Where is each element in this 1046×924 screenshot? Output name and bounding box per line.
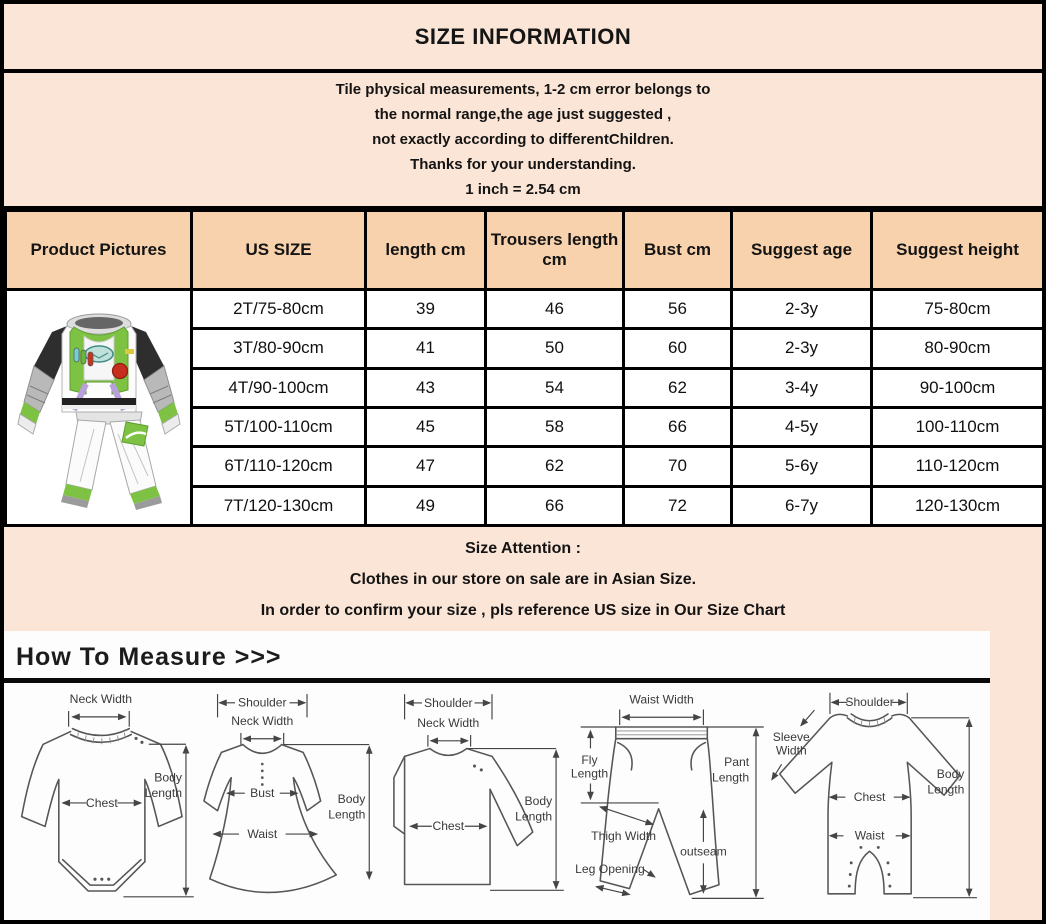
- attention-line: Clothes in our store on sale are in Asian Size.: [349, 570, 697, 588]
- note-line: Tile physical measurements, 1-2 cm error belongs to: [335, 81, 711, 98]
- bust-cell: 56: [624, 290, 732, 329]
- trousers-cell: 50: [486, 329, 624, 368]
- trousers-cell: 46: [486, 290, 624, 329]
- sleeve-width-label: Sleeve: [773, 730, 811, 745]
- body-length-label: Body: [524, 793, 553, 808]
- measure-title: How To Measure >>>: [16, 643, 282, 671]
- note-line: Thanks for your understanding.: [410, 156, 636, 173]
- table-row: [6, 290, 1044, 329]
- length-cell: 49: [366, 486, 486, 525]
- header-product-pictures: Product Pictures: [6, 211, 192, 290]
- measure-divider: [4, 678, 990, 683]
- header-length-cm: length cm: [366, 211, 486, 290]
- length-cell: 47: [366, 447, 486, 486]
- product-cell: [6, 290, 192, 526]
- length-cell: 41: [366, 329, 486, 368]
- age-cell: 6-7y: [732, 486, 872, 525]
- body-length-label: Length: [144, 786, 183, 801]
- neck-width-label: Neck Width: [230, 714, 293, 729]
- us-size-cell: 3T/80-90cm: [192, 329, 366, 368]
- body-length-label: Body: [337, 791, 365, 806]
- age-cell: 5-6y: [732, 447, 872, 486]
- sleeve-width-label: Width: [776, 743, 808, 758]
- measure-diagram-romper: [770, 687, 988, 915]
- waist-label: Waist: [246, 826, 277, 841]
- bust-cell: 62: [624, 368, 732, 407]
- product-image: [14, 294, 184, 516]
- length-cell: 45: [366, 407, 486, 446]
- chest-label: Chest: [85, 795, 118, 810]
- title-section: [4, 4, 1042, 73]
- body-length-label: Length: [515, 809, 553, 824]
- attention-line: In order to confirm your size , pls reference US size in Our Size Chart: [260, 601, 786, 619]
- diagram-row: [4, 685, 990, 917]
- fly-length-label: Length: [570, 766, 608, 781]
- attention-section: [4, 527, 1042, 631]
- shoulder-label: Shoulder: [845, 695, 895, 710]
- height-cell: 110-120cm: [872, 447, 1044, 486]
- height-cell: 75-80cm: [872, 290, 1044, 329]
- neck-width-label: Neck Width: [69, 692, 133, 707]
- table-header-row: [6, 211, 1044, 290]
- header-suggest-height: Suggest height: [872, 211, 1044, 290]
- measure-diagram-pants: [571, 687, 771, 915]
- height-cell: 80-90cm: [872, 329, 1044, 368]
- body-length-label: Length: [927, 782, 965, 797]
- body-length-label: Body: [154, 770, 183, 785]
- chest-label: Chest: [854, 790, 886, 804]
- measure-diagram-bodysuit: [6, 687, 202, 915]
- bust-cell: 60: [624, 329, 732, 368]
- outseam-label: outseam: [679, 844, 727, 859]
- bust-cell: 66: [624, 407, 732, 446]
- trousers-cell: 58: [486, 407, 624, 446]
- height-cell: 90-100cm: [872, 368, 1044, 407]
- shoulder-label: Shoulder: [424, 695, 473, 710]
- us-size-cell: 5T/100-110cm: [192, 407, 366, 446]
- waist-label: Waist: [855, 828, 885, 843]
- length-cell: 39: [366, 290, 486, 329]
- thigh-width-label: Thigh Width: [591, 828, 656, 843]
- waist-width-label: Waist Width: [629, 692, 694, 707]
- age-cell: 2-3y: [732, 329, 872, 368]
- size-table: [4, 209, 1045, 527]
- leg-opening-label: Leg Opening: [574, 862, 645, 877]
- header-suggest-age: Suggest age: [732, 211, 872, 290]
- us-size-cell: 6T/110-120cm: [192, 447, 366, 486]
- pant-length-label: Pant: [724, 754, 750, 769]
- measure-diagram-shirt: [391, 687, 571, 915]
- note-line: 1 inch = 2.54 cm: [465, 181, 581, 198]
- body-length-label: Length: [327, 807, 365, 822]
- trousers-cell: 62: [486, 447, 624, 486]
- neck-width-label: Neck Width: [417, 716, 480, 731]
- us-size-cell: 7T/120-130cm: [192, 486, 366, 525]
- trousers-cell: 66: [486, 486, 624, 525]
- bust-cell: 72: [624, 486, 732, 525]
- measure-section: [4, 631, 1042, 920]
- length-cell: 43: [366, 368, 486, 407]
- trousers-cell: 54: [486, 368, 624, 407]
- age-cell: 3-4y: [732, 368, 872, 407]
- note-line: the normal range,the age just suggested ,: [374, 106, 672, 123]
- age-cell: 2-3y: [732, 290, 872, 329]
- page-title: SIZE INFORMATION: [414, 23, 632, 49]
- attention-line: Size Attention :: [465, 539, 581, 557]
- size-table-wrap: [4, 209, 1042, 527]
- header-us-size: US SIZE: [192, 211, 366, 290]
- shoulder-label: Shoulder: [237, 695, 287, 710]
- bust-cell: 70: [624, 447, 732, 486]
- fly-length-label: Fly: [581, 753, 598, 768]
- us-size-cell: 2T/75-80cm: [192, 290, 366, 329]
- chest-label: Chest: [432, 819, 465, 834]
- measure-right-strip: [990, 631, 1042, 920]
- body-length-label: Body: [937, 766, 965, 781]
- us-size-cell: 4T/90-100cm: [192, 368, 366, 407]
- height-cell: 120-130cm: [872, 486, 1044, 525]
- pant-length-label: Length: [711, 770, 750, 785]
- measure-main: [4, 631, 990, 920]
- measure-diagram-dress: [202, 687, 392, 915]
- note-line: not exactly according to differentChildren.: [372, 131, 674, 148]
- bust-label: Bust: [249, 786, 275, 801]
- age-cell: 4-5y: [732, 407, 872, 446]
- note-section: [4, 73, 1042, 209]
- header-trousers-length-cm: Trousers length cm: [486, 211, 624, 290]
- height-cell: 100-110cm: [872, 407, 1044, 446]
- header-bust-cm: Bust cm: [624, 211, 732, 290]
